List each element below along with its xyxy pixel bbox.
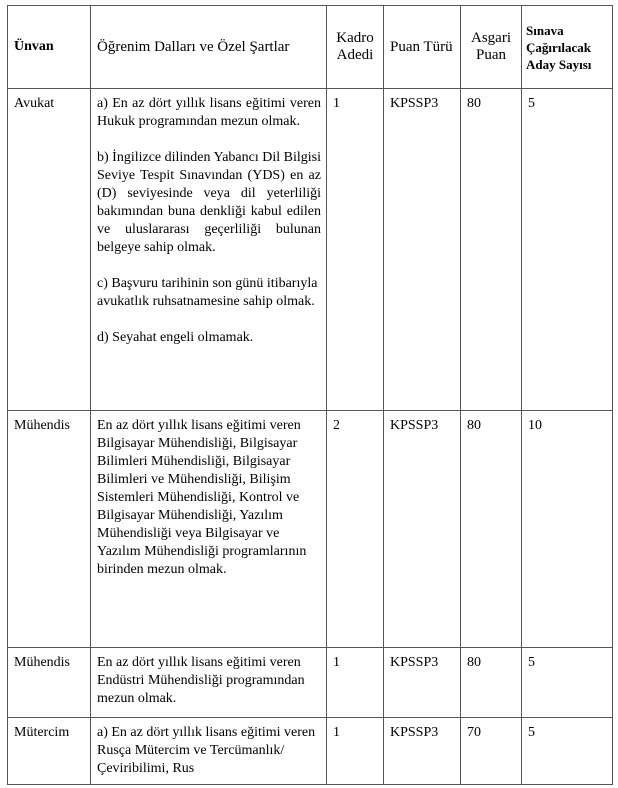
cell-puan-turu: KPSSP3 xyxy=(384,89,461,411)
cell-sinav: 5 xyxy=(522,718,613,785)
condition-item: En az dört yıllık lisans eğitimi veren Endüstri Mühendisliği programından mezun olmak. xyxy=(97,655,305,706)
cell-sinav: 5 xyxy=(522,89,613,411)
table-row xyxy=(8,718,613,785)
cell-puan-turu: KPSSP3 xyxy=(384,718,461,785)
condition-item: d) Seyahat engeli olmamak. xyxy=(97,330,254,345)
cell-unvan: Avukat xyxy=(8,89,91,411)
cell-unvan: Mühendis xyxy=(8,411,91,648)
cell-puan-turu: KPSSP3 xyxy=(384,411,461,648)
cell-kadro: 2 xyxy=(327,411,384,648)
table-row xyxy=(8,411,613,648)
condition-item: En az dört yıllık lisans eğitimi veren Bilgisayar Mühendisliği, Bilgisayar Bilimleri Mühendisliği, Bilgisayar Bilimleri ve Mühendisliği, Bilişim Sistemleri Mühendisliği, Kontrol ve Bilgisayar Mühendisliği, Yazılım Mühendisliği veya Bilgisayar ve Yazılım Mühendisliği programlarının birinden mezun olmak. xyxy=(97,418,307,577)
cell-kadro: 1 xyxy=(327,648,384,718)
cell-conditions xyxy=(91,411,327,648)
header-sinav: Sınava Çağırılacak Aday Sayısı xyxy=(522,6,613,89)
cell-sinav: 10 xyxy=(522,411,613,648)
cell-asgari: 70 xyxy=(461,718,522,785)
cell-kadro: 1 xyxy=(327,89,384,411)
header-unvan: Ünvan xyxy=(8,6,91,89)
cell-unvan: Mühendis xyxy=(8,648,91,718)
cell-conditions xyxy=(91,648,327,718)
header-asgari: Asgari Puan xyxy=(461,6,522,89)
condition-item: b) İngilizce dilinden Yabancı Dil Bilgisi Seviye Tespit Sınavından (YDS) en az (D) seviyesinde veya dil yeterliliği bakımından buna denkliği kabul edilen ve uluslararası geçerliliği bulunan belgeye sahip olmak. xyxy=(97,150,321,255)
cell-puan-turu: KPSSP3 xyxy=(384,648,461,718)
table-row xyxy=(8,648,613,718)
cell-asgari: 80 xyxy=(461,648,522,718)
cell-unvan: Mütercim xyxy=(8,718,91,785)
condition-item: a) En az dört yıllık lisans eğitimi veren Rusça Mütercim ve Tercümanlık/Çeviribilimi, Rus xyxy=(97,725,316,776)
header-ogrenim: Öğrenim Dalları ve Özel Şartlar xyxy=(91,6,327,89)
cell-sinav: 5 xyxy=(522,648,613,718)
cell-asgari: 80 xyxy=(461,411,522,648)
header-puan-turu: Puan Türü xyxy=(384,6,461,89)
header-row xyxy=(8,6,613,89)
positions-table xyxy=(7,5,613,785)
cell-asgari: 80 xyxy=(461,89,522,411)
condition-item: a) En az dört yıllık lisans eğitimi veren Hukuk programından mezun olmak. xyxy=(97,96,321,129)
cell-conditions xyxy=(91,718,327,785)
table-row xyxy=(8,89,613,411)
cell-kadro: 1 xyxy=(327,718,384,785)
cell-conditions xyxy=(91,89,327,411)
header-kadro: Kadro Adedi xyxy=(327,6,384,89)
condition-item: c) Başvuru tarihinin son günü itibarıyla avukatlık ruhsatnamesine sahip olmak. xyxy=(97,276,318,309)
